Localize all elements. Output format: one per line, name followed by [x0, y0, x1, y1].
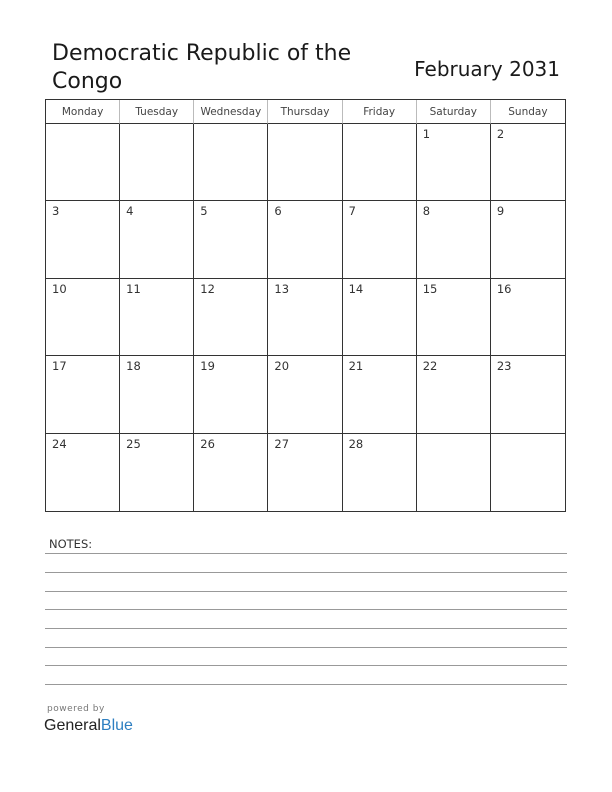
notes-line — [45, 591, 567, 592]
day-cell — [194, 201, 268, 278]
day-cell — [194, 124, 268, 201]
day-number: 22 — [422, 359, 438, 374]
day-cell — [491, 124, 565, 201]
day-cell — [417, 124, 491, 201]
day-number: 28 — [348, 436, 364, 451]
day-number: 12 — [200, 281, 215, 296]
day-cell — [417, 201, 491, 278]
notes-line — [45, 553, 567, 554]
weekday-header: Monday — [46, 100, 120, 124]
day-cell — [268, 356, 342, 433]
day-number: 20 — [274, 359, 290, 374]
day-cell — [417, 356, 491, 433]
day-cell — [343, 279, 417, 356]
day-cell — [343, 434, 417, 511]
day-number: 1 — [422, 127, 431, 141]
day-cell — [120, 356, 194, 433]
day-cell — [46, 124, 120, 201]
day-number: 13 — [274, 281, 290, 296]
notes-line — [45, 628, 567, 629]
day-number: 3 — [52, 204, 60, 219]
day-number: 27 — [274, 436, 290, 451]
notes-line — [45, 665, 567, 666]
day-cell — [194, 356, 268, 433]
weekday-header: Friday — [343, 100, 417, 124]
day-number: 8 — [422, 204, 431, 219]
weekday-header: Thursday — [268, 100, 342, 124]
logo-general: General — [44, 717, 101, 734]
day-cell — [46, 201, 120, 278]
day-cell — [268, 201, 342, 278]
day-number: 9 — [496, 204, 505, 219]
day-cell — [120, 124, 194, 201]
day-number: 17 — [52, 359, 67, 374]
day-number: 5 — [200, 204, 208, 219]
day-cell — [46, 356, 120, 433]
notes-line — [45, 572, 567, 573]
day-number: 10 — [52, 281, 67, 296]
day-number: 25 — [126, 436, 141, 451]
day-number: 18 — [126, 359, 141, 374]
logo-blue: Blue — [100, 717, 133, 734]
day-number: 26 — [200, 436, 215, 451]
day-cell — [491, 434, 565, 511]
weekday-header: Sunday — [491, 100, 565, 124]
day-number: 16 — [496, 281, 512, 296]
day-cell — [194, 279, 268, 356]
powered-by-text: powered by — [47, 704, 105, 714]
day-cell — [491, 201, 565, 278]
day-number: 24 — [52, 436, 67, 451]
weekday-header: Saturday — [417, 100, 491, 124]
day-number: 11 — [126, 281, 141, 296]
notes-line — [45, 609, 567, 610]
day-cell — [268, 124, 342, 201]
day-number: 2 — [496, 127, 505, 141]
day-number: 15 — [422, 281, 438, 296]
day-number: 14 — [348, 281, 364, 296]
calendar-grid — [45, 99, 566, 512]
notes-label: NOTES: — [49, 537, 93, 551]
calendar-country-title: Democratic Republic of the Congo — [52, 41, 352, 94]
day-cell — [417, 279, 491, 356]
day-cell — [343, 201, 417, 278]
day-number: 4 — [126, 204, 134, 219]
day-cell — [417, 434, 491, 511]
day-cell — [120, 434, 194, 511]
notes-line — [45, 684, 567, 685]
day-cell — [343, 124, 417, 201]
day-number: 23 — [496, 359, 512, 374]
day-number: 19 — [200, 359, 215, 374]
weekday-header: Wednesday — [194, 100, 268, 124]
day-cell — [120, 279, 194, 356]
day-cell — [491, 279, 565, 356]
day-cell — [268, 434, 342, 511]
day-cell — [491, 356, 565, 433]
day-cell — [268, 279, 342, 356]
day-cell — [46, 434, 120, 511]
notes-line — [45, 647, 567, 648]
day-cell — [46, 279, 120, 356]
day-number: 7 — [348, 204, 356, 219]
weekday-header: Tuesday — [120, 100, 194, 124]
day-number: 6 — [274, 204, 282, 219]
day-number: 21 — [348, 359, 364, 374]
day-cell — [194, 434, 268, 511]
calendar-month-title: February 2031 — [414, 57, 560, 81]
day-cell — [343, 356, 417, 433]
generalblue-logo — [44, 716, 133, 736]
day-cell — [120, 201, 194, 278]
